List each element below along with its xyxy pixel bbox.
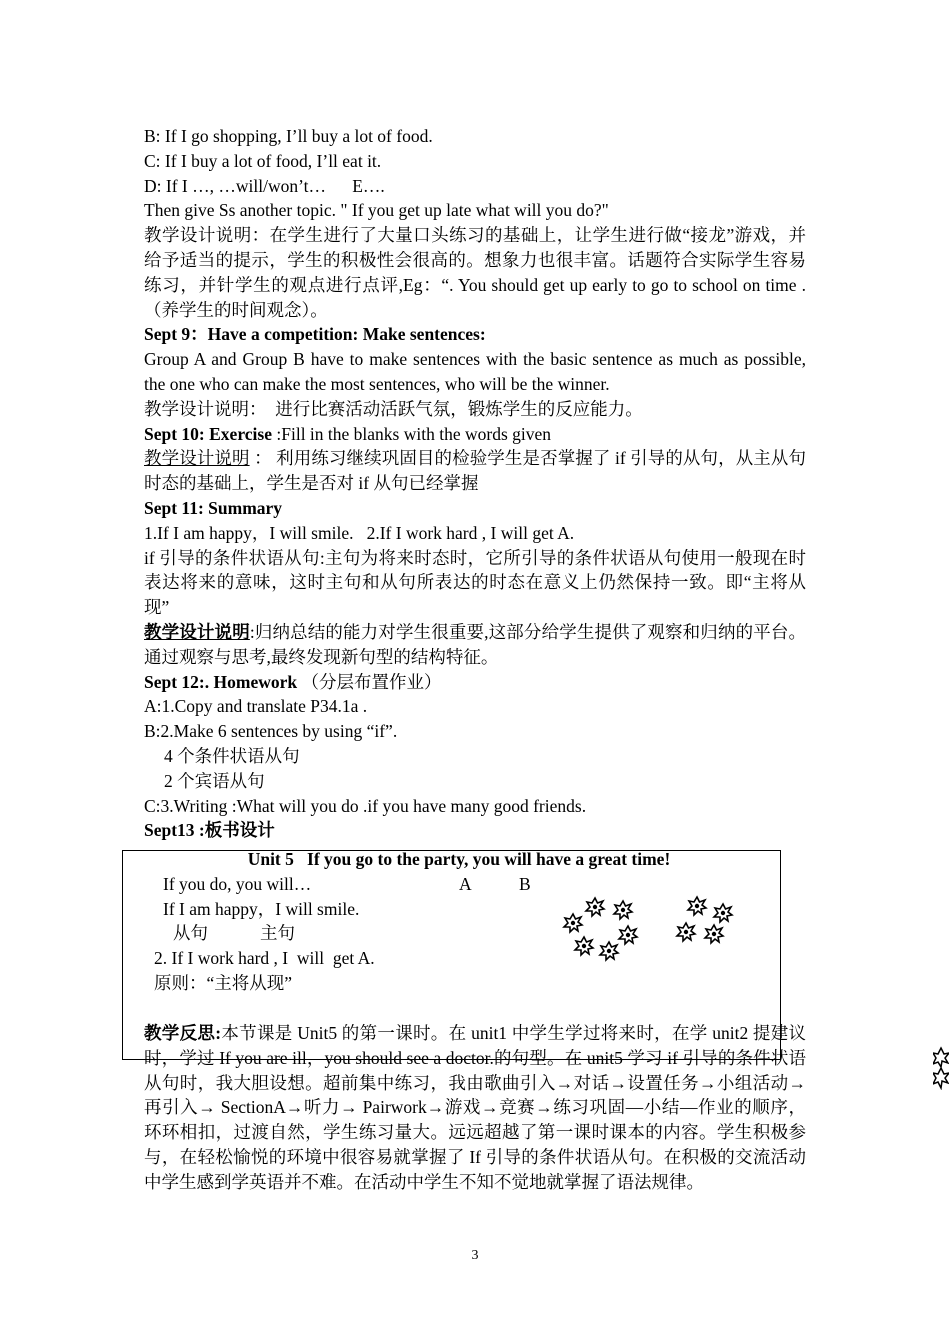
page-number: 3 — [471, 1248, 479, 1263]
step10-heading: Sept 10: Exercise — [144, 423, 272, 444]
star-burst-icon — [677, 923, 695, 941]
star-burst-icon — [564, 914, 582, 932]
homework-a: A:1.Copy and translate P34.1a . — [144, 696, 368, 717]
homework-b-item-2: 2 个宾语从句 — [164, 770, 265, 791]
star-burst-icon — [586, 898, 604, 916]
board-line-2: If I am happy，I will smile. — [163, 898, 360, 919]
dialog-line-d: D: If I …, …will/won’t… E…. — [144, 175, 385, 196]
step13-heading: Sept13 :板书设计 — [144, 820, 275, 841]
step10-text: :Fill in the blanks with the words given — [272, 423, 552, 444]
star-burst-icon — [600, 942, 618, 960]
design-note-3-label: 教学设计说明 — [144, 448, 250, 469]
margin-star-icon — [933, 1046, 949, 1090]
design-note-1: 教学设计说明：在学生进行了大量口头练习的基础上，让学生进行做“接龙”游戏，并给予适当的提示，学生的积极性会很高的。想象力也很丰富。话题符合实际学生容易练习，并针学生的观点进行点评,Eg：“. You should get up early to go to school on time .（养学生的时间观念）。 — [144, 225, 806, 320]
step9-text: Group A and Group B have to make sentences with the basic sentence as much as possible, the one who can make the most sentences, who will be the winner. — [144, 349, 806, 394]
design-note-4-text: :归纳总结的能力对学生很重要,这部分给学生提供了观察和归纳的平台。通过观察与思考,最终发现新句型的结构特征。 — [144, 621, 806, 667]
star-burst-icon — [688, 897, 706, 915]
design-note-2: 教学设计说明： 进行比赛活动活跃气氛，锻炼学生的反应能力。 — [144, 398, 643, 419]
star-burst-icon — [619, 926, 637, 944]
step11-rule: if 引导的条件状语从句:主句为将来时态时，它所引导的条件状语从句使用一般现在时表达将来的意味，这时主句和从句所表达的时态在意义上仍然保持一致。即“主将从现” — [144, 547, 806, 618]
star-burst-icon — [575, 937, 593, 955]
step12-heading: Sept 12:. Homework — [144, 671, 298, 692]
topic-line: Then give Ss another topic. " If you get up late what will you do?" — [144, 200, 609, 221]
board-clause-sub-label: 从句 — [173, 923, 208, 944]
board-principle: 原则：“主将从现” — [154, 972, 293, 993]
design-note-4-label: 教学设计说明 — [144, 621, 250, 642]
board-clause-main-label: 主句 — [260, 923, 295, 944]
design-note-3-text: ： 利用练习继续巩固目的检验学生是否掌握了 if 引导的从句，从主从句时态的基础上，学生是否对 if 从句已经掌握 — [144, 448, 807, 494]
reflection-label: 教学反思: — [144, 1023, 222, 1043]
board-line-1: If you do, you will… — [163, 873, 312, 894]
homework-b: B:2.Make 6 sentences by using “if”. — [144, 721, 398, 742]
step11-examples: 1.If I am happy，I will smile. 2.If I work hard , I will get A. — [144, 522, 575, 543]
board-group-a: A — [459, 873, 472, 894]
dialog-line-b: B: If I go shopping, I’ll buy a lot of food. — [144, 126, 433, 146]
star-burst-icon — [714, 904, 732, 922]
board-group-b: B — [519, 873, 531, 894]
step9-heading: Sept 9：Have a competition: Make sentences: — [144, 324, 486, 345]
homework-c: C:3.Writing :What will you do .if you have many good friends. — [144, 795, 587, 816]
reflection-text: 本节课是 Unit5 的第一课时。在 unit1 中学生学过将来时，在学 unit2 提建议时，学过 If you are ill，you should see a doctor.的句型。在 unit5 学习 if 引导的条件状语从句时，我大胆设想。超前集中练习，我由歌曲引入→对话→设置任务→小组活动→再引入→ SectionA→听力→ Pairwork→游戏→竞赛→练习巩固—小结—作业的顺序，环环相扣，过渡自然，学生练习量大。远远超越了第一课时课本的内容。学生积极参与，在轻松愉悦的环境中很容易就掌握了 If 引导的条件状语从句。在积极的交流活动中学生感到学英语并不难。在活动中学生不知不觉地就掌握了语法规律。 — [144, 1023, 807, 1192]
dialog-line-c: C: If I buy a lot of food, I’ll eat it. — [144, 150, 382, 171]
star-burst-icon — [614, 901, 632, 919]
step12-sub: （分层布置作业） — [297, 671, 442, 692]
step11-heading: Sept 11: Summary — [144, 497, 283, 518]
board-line-3: 2. If I work hard , I will get A. — [154, 948, 375, 969]
board-title: Unit 5 If you go to the party, you will have a great time! — [247, 849, 671, 869]
teaching-reflection — [144, 1021, 806, 1195]
homework-b-item-1: 4 个条件状语从句 — [164, 745, 300, 766]
star-burst-icon — [705, 925, 723, 943]
